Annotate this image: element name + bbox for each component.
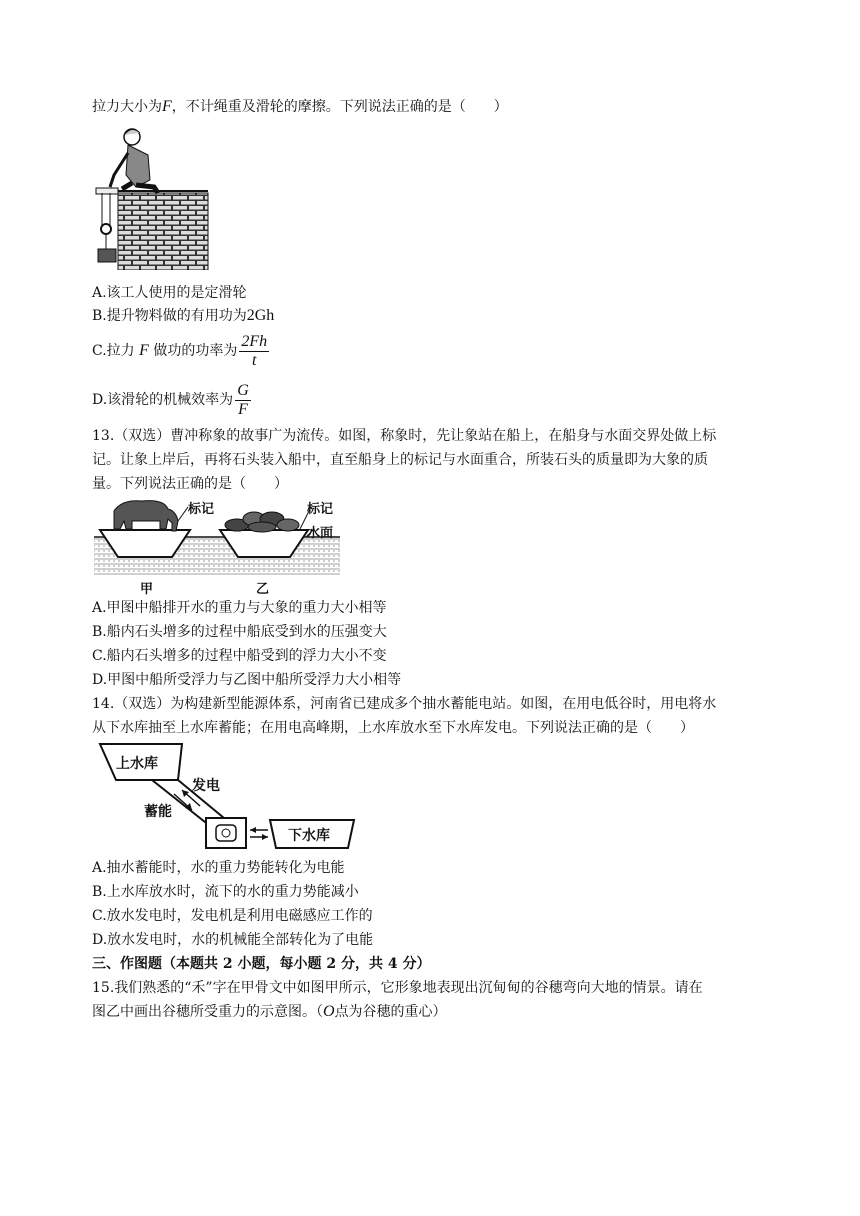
q13-option-b: B.船内石头增多的过程中船底受到水的压强变大 xyxy=(92,624,387,640)
generate-label: 发电 xyxy=(192,778,220,794)
mark-label-right: 标记 xyxy=(307,502,334,517)
upper-reservoir-label: 上水库 xyxy=(116,756,158,772)
q12-option-b-text: B.提升物料做的有用功为 xyxy=(92,308,247,324)
q12-option-b-math: 2Gh xyxy=(246,307,275,324)
q12-option-d-text: D.该滑轮的机械效率为 xyxy=(92,392,234,408)
q12-option-a-text: A.该工人使用的是定滑轮 xyxy=(92,285,247,301)
q12-option-c-variable: F xyxy=(139,342,149,359)
q15-stem-text-tail: 点为谷穗的重心） xyxy=(334,1004,447,1020)
q15-stem-line2 xyxy=(92,1002,447,1022)
q13-stem-line2: 记。让象上岸后，再将石头装入船中，直至船身上的标记与水面重合，所装石头的质量即为大象的质 xyxy=(92,452,708,468)
q12-option-c-numerator: 2Fh xyxy=(241,332,268,350)
q14-option-b: B.上水库放水时，流下的水的重力势能减小 xyxy=(92,884,359,900)
pumped-storage-figure xyxy=(92,738,362,856)
q14-stem-line2: 从下水库抽至上水库蓄能；在用电高峰期，上水库放水至下水库发电。下列说法正确的是（ ） xyxy=(92,720,694,736)
q15-stem-line1: 15.我们熟悉的“禾”字在甲骨文中如图甲所示，它形象地表现出沉甸甸的谷穗弯向大地的情景。请在 xyxy=(92,980,703,996)
water-surface-label: 水面 xyxy=(307,526,334,541)
lower-reservoir-label: 下水库 xyxy=(288,828,330,844)
q12-stem-text: 拉力大小为 xyxy=(92,99,162,115)
figure-yi-label: 乙 xyxy=(256,582,270,597)
q12-stem-variable: F xyxy=(162,98,172,115)
q12-option-c-fraction xyxy=(239,333,269,370)
q12-option-d-denominator: F xyxy=(238,400,248,418)
q12-option-c-denominator: t xyxy=(252,351,257,369)
q12-option-d xyxy=(92,379,251,421)
pulley-worker-figure xyxy=(92,125,210,270)
figure-jia-label: 甲 xyxy=(140,582,154,597)
q12-option-a xyxy=(92,283,247,303)
elephant-boat-figure xyxy=(92,497,342,597)
q12-option-d-fraction xyxy=(235,382,251,419)
store-label: 蓄能 xyxy=(144,804,172,820)
q14-option-c: C.放水发电时，发电机是利用电磁感应工作的 xyxy=(92,908,373,924)
q14-option-a: A.抽水蓄能时，水的重力势能转化为电能 xyxy=(92,860,345,876)
q13-stem-line3: 量。下列说法正确的是（ ） xyxy=(92,476,288,492)
q14-stem-line1: 14.（双选）为构建新型能源体系，河南省已建成多个抽水蓄能电站。如图，在用电低谷时，用电将水 xyxy=(92,696,717,712)
q13-option-a: A.甲图中船排开水的重力与大象的重力大小相等 xyxy=(92,600,387,616)
q12-option-d-numerator: G xyxy=(237,381,249,399)
q13-option-c: C.船内石头增多的过程中船受到的浮力大小不变 xyxy=(92,648,387,664)
q12-stem-text-tail: ，不计绳重及滑轮的摩擦。下列说法正确的是（ ） xyxy=(171,99,508,115)
q12-stem xyxy=(92,97,508,117)
q12-option-b xyxy=(92,306,274,326)
q15-stem-text: 图乙中画出谷穗所受重力的示意图。（ xyxy=(92,1004,323,1020)
q14-option-d: D.放水发电时，水的机械能全部转化为了电能 xyxy=(92,932,374,948)
q12-option-c xyxy=(92,330,269,372)
q12-option-c-text-mid: 做功的功率为 xyxy=(153,343,238,359)
q15-center-point-variable: O xyxy=(323,1003,335,1020)
q13-stem-line1: 13.（双选）曹冲称象的故事广为流传。如图，称象时，先让象站在船上，在船身与水面交界处做上标 xyxy=(92,428,717,444)
q12-option-c-text: C.拉力 xyxy=(92,343,135,359)
section-three-heading: 三、作图题（本题共 2 小题，每小题 2 分，共 4 分） xyxy=(92,956,431,972)
q13-option-d: D.甲图中船所受浮力与乙图中船所受浮力大小相等 xyxy=(92,672,402,688)
mark-label-left: 标记 xyxy=(188,502,215,517)
